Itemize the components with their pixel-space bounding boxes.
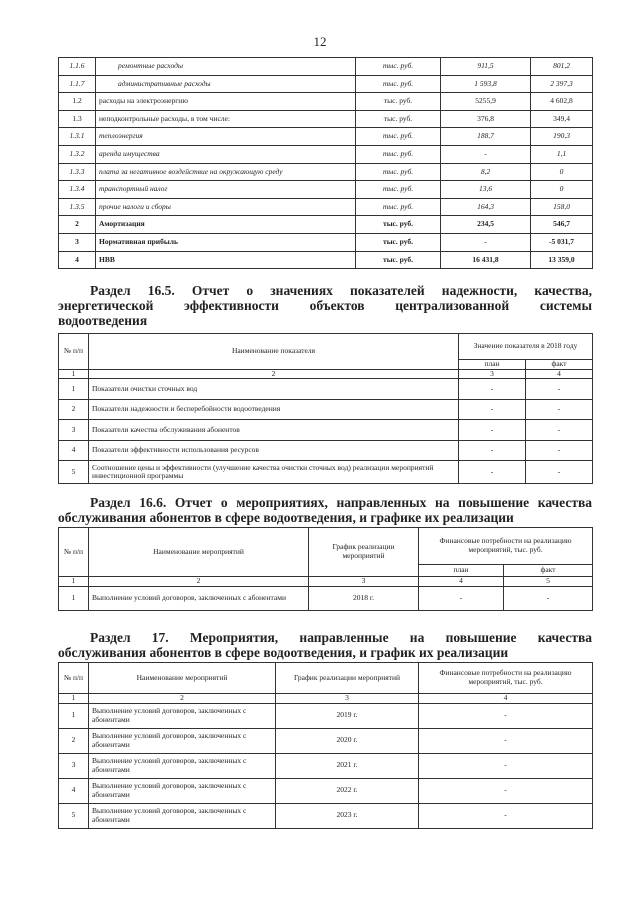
row-value-2: -5 031,7 (531, 233, 593, 251)
row-number: 4 (59, 251, 96, 269)
table-row (59, 181, 593, 199)
row-value-1: 8,2 (441, 163, 531, 181)
table-row (59, 461, 593, 484)
header-schedule: График реализации мероприятий (309, 528, 419, 577)
column-number: 2 (89, 577, 309, 587)
row-name: Показатели очистки сточных вод (89, 379, 459, 400)
table-row (59, 694, 593, 704)
table-row (59, 163, 593, 181)
table-row (59, 58, 593, 76)
row-number: 1.3.3 (59, 163, 96, 181)
table-row (59, 198, 593, 216)
row-value-1: 13,6 (441, 181, 531, 199)
header-plan: план (419, 565, 504, 577)
column-number: 4 (419, 577, 504, 587)
row-value-2: 2 397,3 (531, 75, 593, 93)
row-number: 1.3.5 (59, 198, 96, 216)
row-fact: - (526, 420, 593, 441)
row-plan: - (459, 461, 526, 484)
row-unit: тыс. руб. (356, 145, 441, 163)
row-value-1: 16 431,8 (441, 251, 531, 269)
row-value-2: 801,2 (531, 58, 593, 76)
row-value-1: 911,5 (441, 58, 531, 76)
row-unit: тыс. руб. (356, 216, 441, 234)
table-row (59, 128, 593, 146)
header-fact: факт (526, 360, 593, 370)
row-unit: тыс. руб. (356, 181, 441, 199)
header-name: Наименование мероприятий (89, 528, 309, 577)
column-number: 3 (276, 694, 419, 704)
heading-line: водоотведения (58, 313, 148, 328)
table-row (59, 586, 593, 610)
row-plan: - (419, 586, 504, 610)
report-table (58, 527, 593, 611)
column-number: 3 (459, 369, 526, 379)
heading-line: обслуживания абонентов в сфере водоотведения, и график их реализации (58, 645, 509, 660)
row-value-1: 234,5 (441, 216, 531, 234)
row-name: Показатели надежности и бесперебойности водоотведения (89, 399, 459, 420)
header-plan: план (459, 360, 526, 370)
row-schedule: 2023 г. (276, 803, 419, 828)
column-number: 5 (504, 577, 593, 587)
row-name: теплоэнергия (96, 128, 356, 146)
header-fin: Финансовые потребности на реализацию мероприятий, тыс. руб. (419, 663, 593, 694)
row-name: Выполнение условий договоров, заключенных с абонентами (89, 778, 276, 803)
row-name: Показатели качества обслуживания абонентов (89, 420, 459, 441)
row-value-2: 190,3 (531, 128, 593, 146)
header-value: Значение показателя в 2018 году (459, 334, 593, 360)
row-unit: тыс. руб. (356, 110, 441, 128)
row-name: Амортизация (96, 216, 356, 234)
row-fin: - (419, 753, 593, 778)
column-number: 3 (309, 577, 419, 587)
row-name: НВВ (96, 251, 356, 269)
table-row (59, 233, 593, 251)
row-name: расходы на электроэнергию (96, 93, 356, 111)
row-name: транспортный налог (96, 181, 356, 199)
row-schedule: 2019 г. (276, 703, 419, 728)
heading-line: Раздел 16.6. Отчет о мероприятиях, направленных на повышение качества (90, 495, 592, 510)
row-fact: - (504, 586, 593, 610)
row-name: Выполнение условий договоров, заключенных с абонентами (89, 753, 276, 778)
row-value-2: 546,7 (531, 216, 593, 234)
row-number: 5 (59, 461, 89, 484)
row-number: 1.3.4 (59, 181, 96, 199)
row-name: Выполнение условий договоров, заключенных с абонентами (89, 803, 276, 828)
header-name: Наименование мероприятий (89, 663, 276, 694)
row-fact: - (526, 440, 593, 461)
row-number: 1 (59, 586, 89, 610)
column-number: 1 (59, 694, 89, 704)
row-value-2: 349,4 (531, 110, 593, 128)
row-fin: - (419, 728, 593, 753)
header-num: № п/п (59, 663, 89, 694)
row-name: неподконтрольные расходы, в том числе: (96, 110, 356, 128)
row-number: 3 (59, 233, 96, 251)
row-unit: тыс. руб. (356, 128, 441, 146)
heading-line: Раздел 16.5. Отчет о значениях показателей надежности, качества, (90, 283, 592, 298)
row-number: 4 (59, 778, 89, 803)
table-row (59, 577, 593, 587)
row-value-2: 158,0 (531, 198, 593, 216)
row-value-1: - (441, 233, 531, 251)
row-schedule: 2020 г. (276, 728, 419, 753)
row-number: 4 (59, 440, 89, 461)
table-row (59, 440, 593, 461)
row-unit: тыс. руб. (356, 198, 441, 216)
row-fact: - (526, 399, 593, 420)
row-number: 1.2 (59, 93, 96, 111)
table-row (59, 251, 593, 269)
table-row (59, 399, 593, 420)
row-name: ремонтные расходы (96, 58, 356, 76)
row-value-2: 13 359,0 (531, 251, 593, 269)
column-number: 1 (59, 369, 89, 379)
table-row (59, 803, 593, 828)
row-unit: тыс. руб. (356, 75, 441, 93)
row-schedule: 2021 г. (276, 753, 419, 778)
row-value-1: 1 593,8 (441, 75, 531, 93)
row-name: Показатели эффективности использования ресурсов (89, 440, 459, 461)
plan-table (58, 662, 593, 829)
row-name: аренда имущества (96, 145, 356, 163)
heading-line: энергетической эффективности объектов централизованной системы (58, 298, 592, 313)
row-fact: - (526, 461, 593, 484)
row-number: 1 (59, 379, 89, 400)
row-plan: - (459, 420, 526, 441)
row-value-2: 1,1 (531, 145, 593, 163)
row-name: прочие налоги и сборы (96, 198, 356, 216)
table-row (59, 753, 593, 778)
section-17-heading (58, 630, 592, 660)
indicators-table (58, 333, 593, 484)
header-num: № п/п (59, 528, 89, 577)
row-name: Выполнение условий договоров, заключенных с абонентами (89, 703, 276, 728)
row-name: Нормативная прибыль (96, 233, 356, 251)
row-name: Выполнение условий договоров, заключенных с абонентами (89, 728, 276, 753)
table-row (59, 379, 593, 400)
row-value-1: 376,8 (441, 110, 531, 128)
row-fin: - (419, 703, 593, 728)
row-number: 1.1.6 (59, 58, 96, 76)
column-number: 1 (59, 577, 89, 587)
table-row (59, 728, 593, 753)
header-fin: Финансовые потребности на реализацию мероприятий, тыс. руб. (419, 528, 593, 565)
row-value-2: 4 602,8 (531, 93, 593, 111)
column-number: 4 (419, 694, 593, 704)
table-row (59, 145, 593, 163)
table-row (59, 110, 593, 128)
column-number: 4 (526, 369, 593, 379)
header-name: Наименование показателя (89, 334, 459, 370)
row-value-1: 164,3 (441, 198, 531, 216)
row-unit: тыс. руб. (356, 93, 441, 111)
row-number: 3 (59, 753, 89, 778)
section-16-5-heading (58, 283, 592, 328)
row-fact: - (526, 379, 593, 400)
row-unit: тыс. руб. (356, 58, 441, 76)
row-name: Выполнение условий договоров, заключенных с абонентами (89, 586, 309, 610)
row-number: 2 (59, 399, 89, 420)
row-value-1: - (441, 145, 531, 163)
page-number: 12 (313, 34, 327, 49)
heading-line: Раздел 17. Мероприятия, направленные на повышение качества (90, 630, 592, 645)
row-value-1: 188,7 (441, 128, 531, 146)
row-value-1: 5255,9 (441, 93, 531, 111)
row-number: 3 (59, 420, 89, 441)
column-number: 2 (89, 369, 459, 379)
row-plan: - (459, 440, 526, 461)
row-unit: тыс. руб. (356, 233, 441, 251)
row-schedule: 2022 г. (276, 778, 419, 803)
row-number: 2 (59, 728, 89, 753)
header-num: № п/п (59, 334, 89, 370)
table-row (59, 216, 593, 234)
row-fin: - (419, 778, 593, 803)
costs-table (58, 57, 593, 269)
row-number: 1.3.2 (59, 145, 96, 163)
row-plan: - (459, 399, 526, 420)
row-number: 5 (59, 803, 89, 828)
section-16-6-heading (58, 495, 592, 525)
row-number: 1.1.7 (59, 75, 96, 93)
row-number: 1 (59, 703, 89, 728)
header-fact: факт (504, 565, 593, 577)
row-schedule: 2018 г. (309, 586, 419, 610)
table-row (59, 93, 593, 111)
row-number: 1.3.1 (59, 128, 96, 146)
table-row (59, 778, 593, 803)
row-name: административные расходы (96, 75, 356, 93)
heading-line: обслуживания абонентов в сфере водоотведения, и графике их реализации (58, 510, 514, 525)
row-value-2: 0 (531, 181, 593, 199)
row-fin: - (419, 803, 593, 828)
table-row (59, 75, 593, 93)
row-name: Соотношение цены и эффективности (улучшение качества очистки сточных вод) реализации мероприятий инвестиционной программы (89, 461, 459, 484)
row-value-2: 0 (531, 163, 593, 181)
row-number: 1.3 (59, 110, 96, 128)
table-row (59, 703, 593, 728)
table-row (59, 420, 593, 441)
table-row (59, 369, 593, 379)
row-unit: тыс. руб. (356, 251, 441, 269)
row-number: 2 (59, 216, 96, 234)
column-number: 2 (89, 694, 276, 704)
row-unit: тыс. руб. (356, 163, 441, 181)
row-name: плата за негативное воздействие на окружающую среду (96, 163, 356, 181)
header-schedule: График реализации мероприятий (276, 663, 419, 694)
row-plan: - (459, 379, 526, 400)
